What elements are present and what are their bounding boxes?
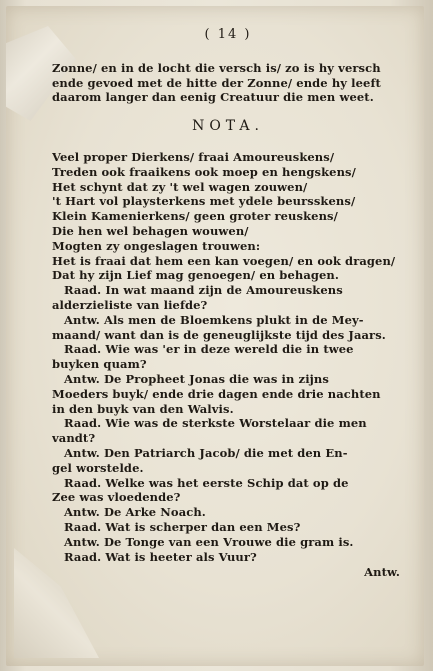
riddle-line: Antw. De Tonge van een Vrouwe die gram is. [64,534,354,549]
catchword: Antw. [364,565,400,580]
riddle-line: Antw. De Propheet Jonas die was in zijns [64,371,329,386]
page-text [52,28,404,580]
text-line: daarom langer dan eenig Creatuur die men weet. [52,90,374,105]
verse-line: Dat hy zijn Lief mag genoegen/ en behagen. [52,268,339,283]
riddle-line: Antw. Als men de Bloemkens plukt in de Mey- [64,312,364,327]
riddle-line: Raad. Welke was het eerste Schip dat op de [64,475,349,490]
verse-line: 't Hart vol playsterkens met ydele beursskens/ [52,194,356,209]
verse-line: Het schynt dat zy 't wel wagen zouwen/ [52,179,308,194]
riddle-line: vandt? [52,431,96,446]
text-line: ende gevoed met de hitte der Zonne/ ende hy leeft [52,75,381,90]
riddle-line: Antw. De Arke Noach. [64,505,206,520]
riddle-line: alderzieliste van liefde? [52,297,208,312]
riddle-line: Raad. In wat maand zijn de Amoureuskens [64,283,343,298]
riddle-line: Raad. Wat is heeter als Vuur? [64,549,257,564]
verse-line: Het is fraai dat hem een kan voegen/ en ook dragen/ [52,253,396,268]
intro-paragraph [52,61,404,105]
page-number: ( 14 ) [204,27,252,42]
verse-line: Mogten zy ongeslagen trouwen: [52,238,261,253]
riddle-line: Raad. Wie was de sterkste Worstelaar die men [64,416,367,431]
riddle-line: Raad. Wie was 'er in deze wereld die in twee [64,342,354,357]
text-line: Zonne/ en in de locht die versch is/ zo is hy versch [52,60,381,75]
section-heading: NOTA. [192,118,264,135]
riddle-line: buyken quam? [52,357,147,372]
verse-line: Treden ook fraaikens ook moep en hengskens/ [52,164,356,179]
riddle-block [52,283,404,564]
riddle-line: in den buyk van den Walvis. [52,401,234,416]
riddle-line: maand/ want dan is de geneuglijkste tijd des Jaars. [52,327,386,342]
riddle-line: Antw. Den Patriarch Jacob/ die met den En- [64,445,348,460]
verse-line: Klein Kamenierkens/ geen groter reuskens/ [52,209,338,224]
riddle-line: Moeders buyk/ ende drie dagen ende drie nachten [52,386,381,401]
verse-line: Veel proper Dierkens/ fraai Amoureuskens/ [52,149,335,164]
verse-block [52,150,404,283]
riddle-line: Raad. Wat is scherper dan een Mes? [64,519,301,534]
riddle-line: Zee was vloedende? [52,490,181,505]
riddle-line: gel worstelde. [52,460,144,475]
verse-line: Die hen wel behagen wouwen/ [52,223,249,238]
